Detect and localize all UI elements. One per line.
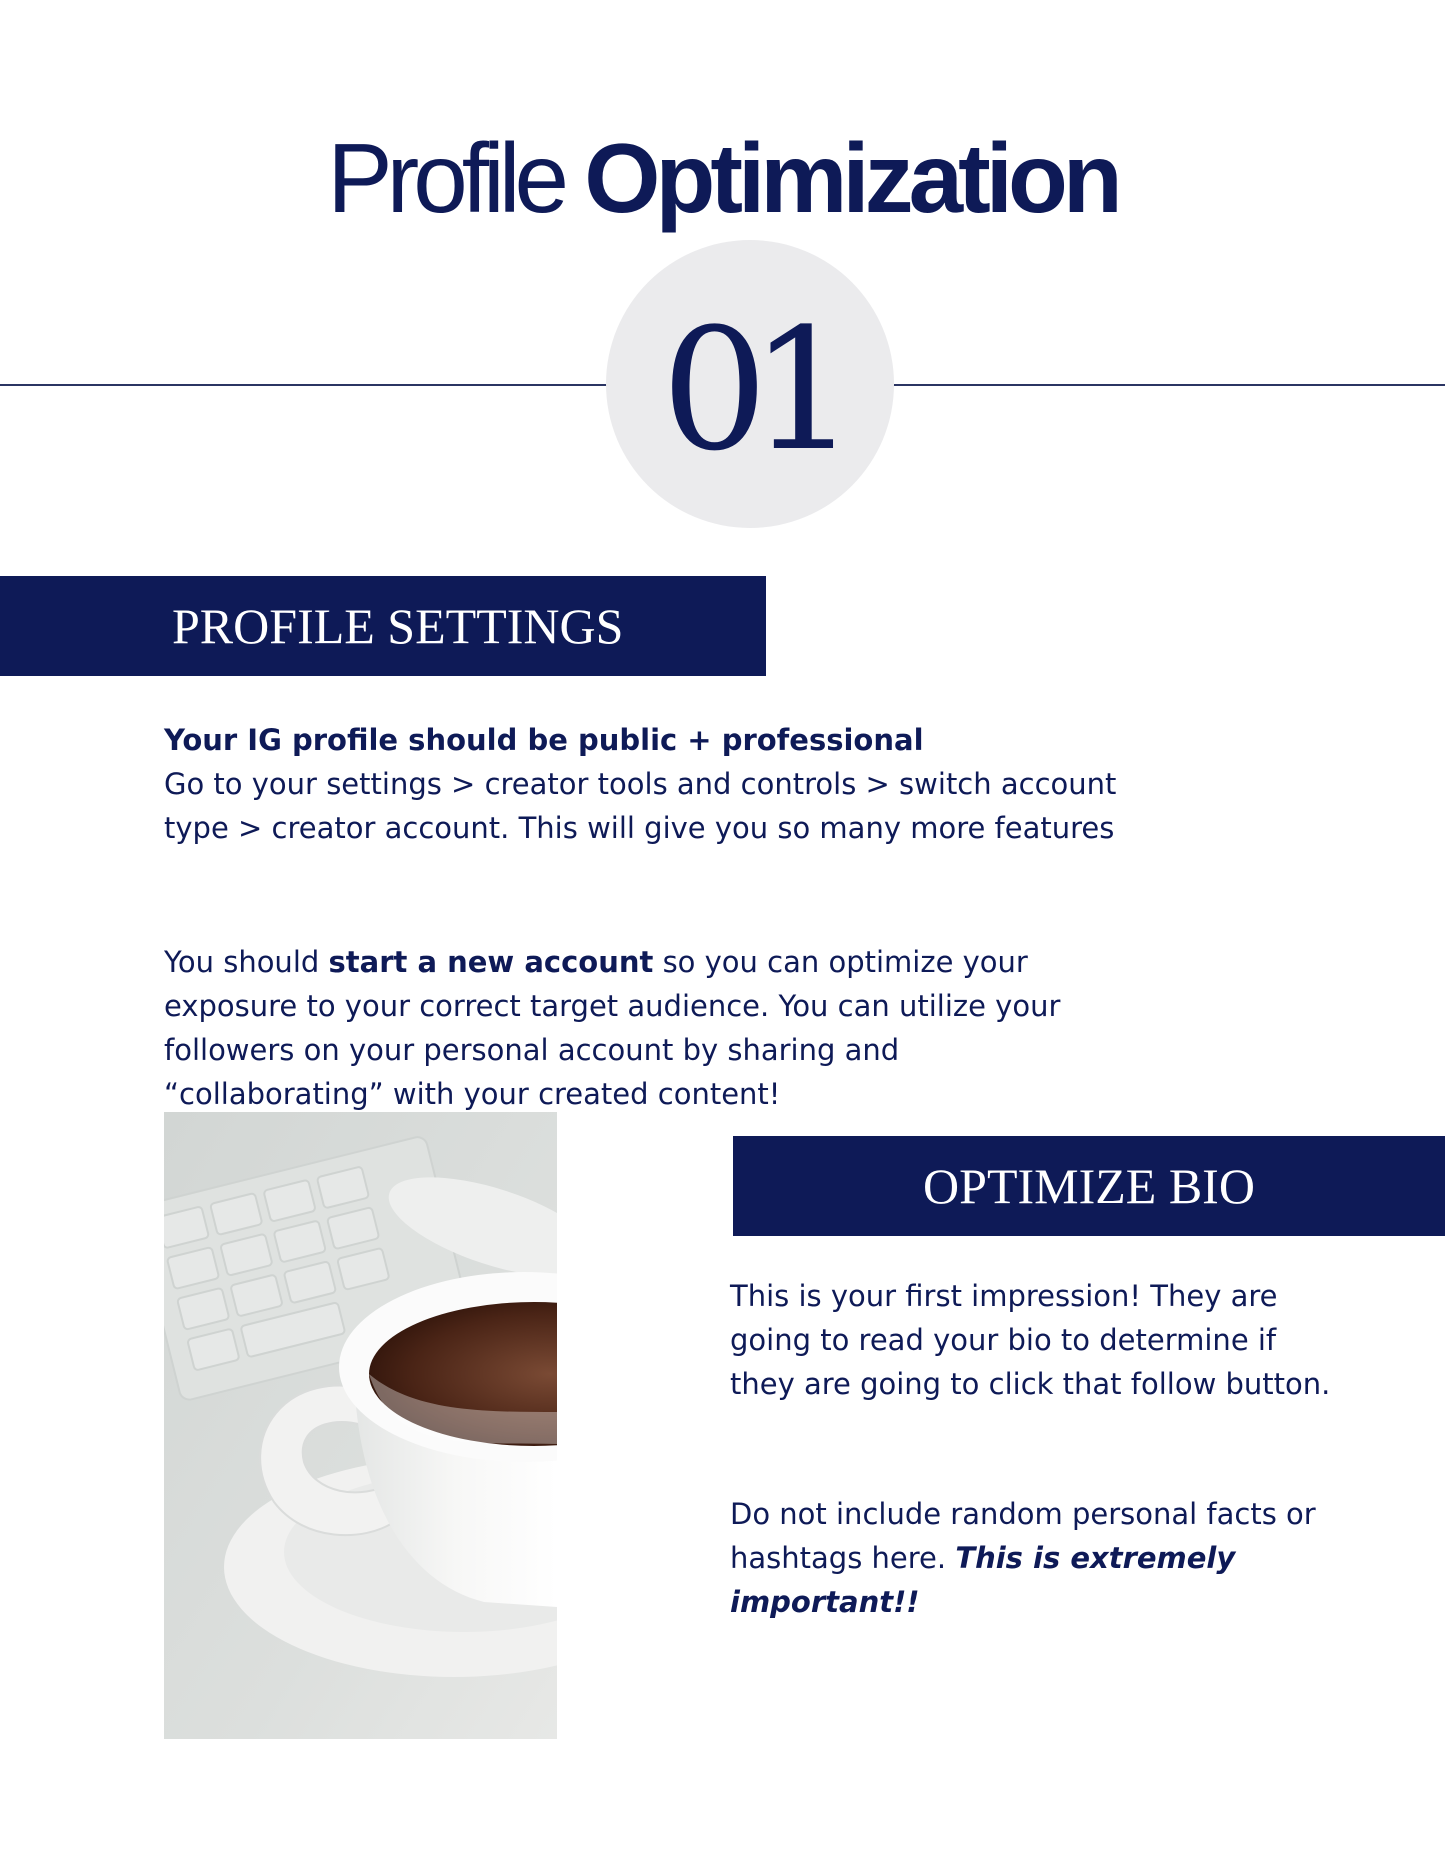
page-title: [0, 118, 1445, 238]
title-light: Profile: [327, 123, 564, 233]
optimize-bio-banner: [733, 1136, 1445, 1236]
p2-bold: start a new account: [328, 945, 654, 979]
title-bold: Optimization: [584, 123, 1118, 233]
optimize-bio-heading: OPTIMIZE BIO: [923, 1158, 1255, 1214]
divider-left: [0, 384, 610, 386]
profile-settings-paragraph-1: [164, 718, 1124, 850]
profile-settings-lead: Your IG profile should be public + professional: [164, 723, 924, 757]
bio-p2-pre: Do not include random personal facts or hashtags here.: [730, 1497, 1316, 1575]
optimize-bio-paragraph-1: This is your first impression! They are going to read your bio to determine if they are going to click that follow button.: [730, 1279, 1331, 1401]
profile-settings-banner: [0, 576, 766, 676]
optimize-bio-paragraph-2: [730, 1492, 1350, 1624]
coffee-cup-photo: [164, 1112, 557, 1739]
bio-p2-emphasis: This is extremely important!!: [730, 1541, 1236, 1619]
step-number: 01: [661, 292, 839, 488]
p2-pre: You should: [164, 945, 329, 979]
divider-right: [892, 384, 1445, 386]
profile-settings-paragraph-2: [164, 940, 1124, 1116]
p2-post: so you can optimize your exposure to your correct target audience. You can utilize your followers on your personal account by sharing and “collaborating” with your created content!: [164, 945, 1061, 1111]
profile-settings-instructions: Go to your settings > creator tools and controls > switch account type > creator account. This will give you so many more features: [164, 767, 1117, 845]
profile-settings-heading: PROFILE SETTINGS: [172, 598, 624, 654]
